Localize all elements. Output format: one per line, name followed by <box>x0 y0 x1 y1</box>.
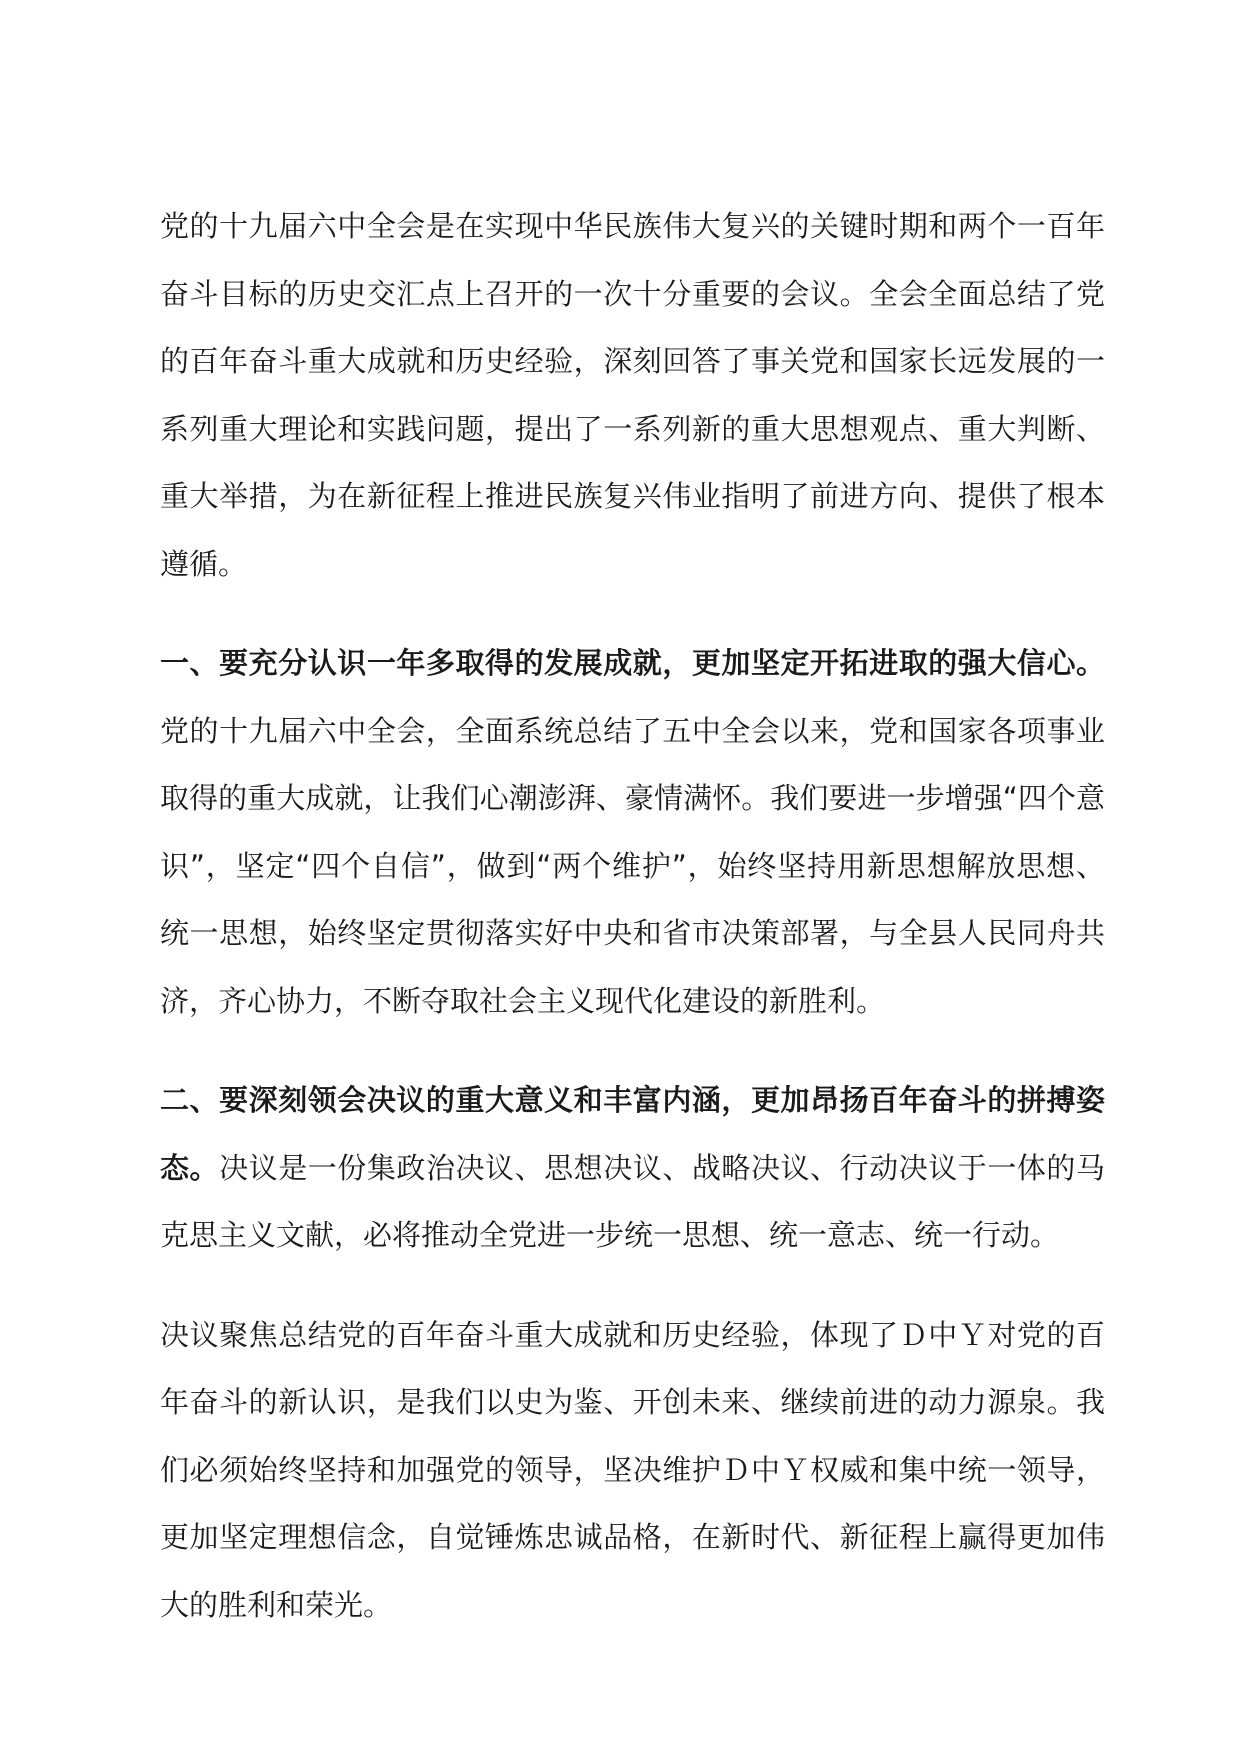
section-two-heading: 二、要深刻领会决议的重大意义和丰富内涵，更加昂扬百年奋斗的拼搏姿态。 <box>160 1083 1105 1185</box>
section-one-heading: 一、要充分认识一年多取得的发展成就，更加坚定开拓进取的强大信心。 <box>160 646 1105 680</box>
section-one-text: 党的十九届六中全会，全面系统总结了五中全会以来，党和国家各项事业取得的重大成就，让我们心潮澎湃、豪情满怀。我们要进一步增强“四个意识”，坚定“四个自信”，做到“两个维护”，始终坚持用新思想解放思想、统一思想，始终坚定贯彻落实好中央和省市决策部署，与全县人民同舟共济，齐心协力，不断夺取社会主义现代化建设的新胜利。 <box>160 713 1105 1018</box>
section-one-paragraph <box>160 630 1105 1035</box>
intro-paragraph-text: 党的十九届六中全会是在实现中华民族伟大复兴的关键时期和两个一百年奋斗目标的历史交汇点上召开的一次十分重要的会议。全会全面总结了党的百年奋斗重大成就和历史经验，深刻回答了事关党和国家长远发展的一系列重大理论和实践问题，提出了一系列新的重大思想观点、重大判断、重大举措，为在新征程上推进民族复兴伟业指明了前进方向、提供了根本遵循。 <box>160 209 1105 581</box>
section-two-paragraph <box>160 1067 1105 1270</box>
closing-paragraph <box>160 1302 1105 1640</box>
section-two-text: 决议是一份集政治决议、思想决议、战略决议、行动决议于一体的马克思主义文献，必将推动全党进一步统一思想、统一意志、统一行动。 <box>160 1150 1105 1252</box>
document-body <box>160 193 1105 1671</box>
intro-paragraph <box>160 193 1105 598</box>
closing-paragraph-text: 决议聚焦总结党的百年奋斗重大成就和历史经验，体现了Ｄ中Ｙ对党的百年奋斗的新认识，是我们以史为鉴、开创未来、继续前进的动力源泉。我们必须始终坚持和加强党的领导，坚决维护Ｄ中Ｙ权威和集中统一领导，更加坚定理想信念，自觉锤炼忠诚品格，在新时代、新征程上赢得更加伟大的胜利和荣光。 <box>160 1317 1105 1622</box>
